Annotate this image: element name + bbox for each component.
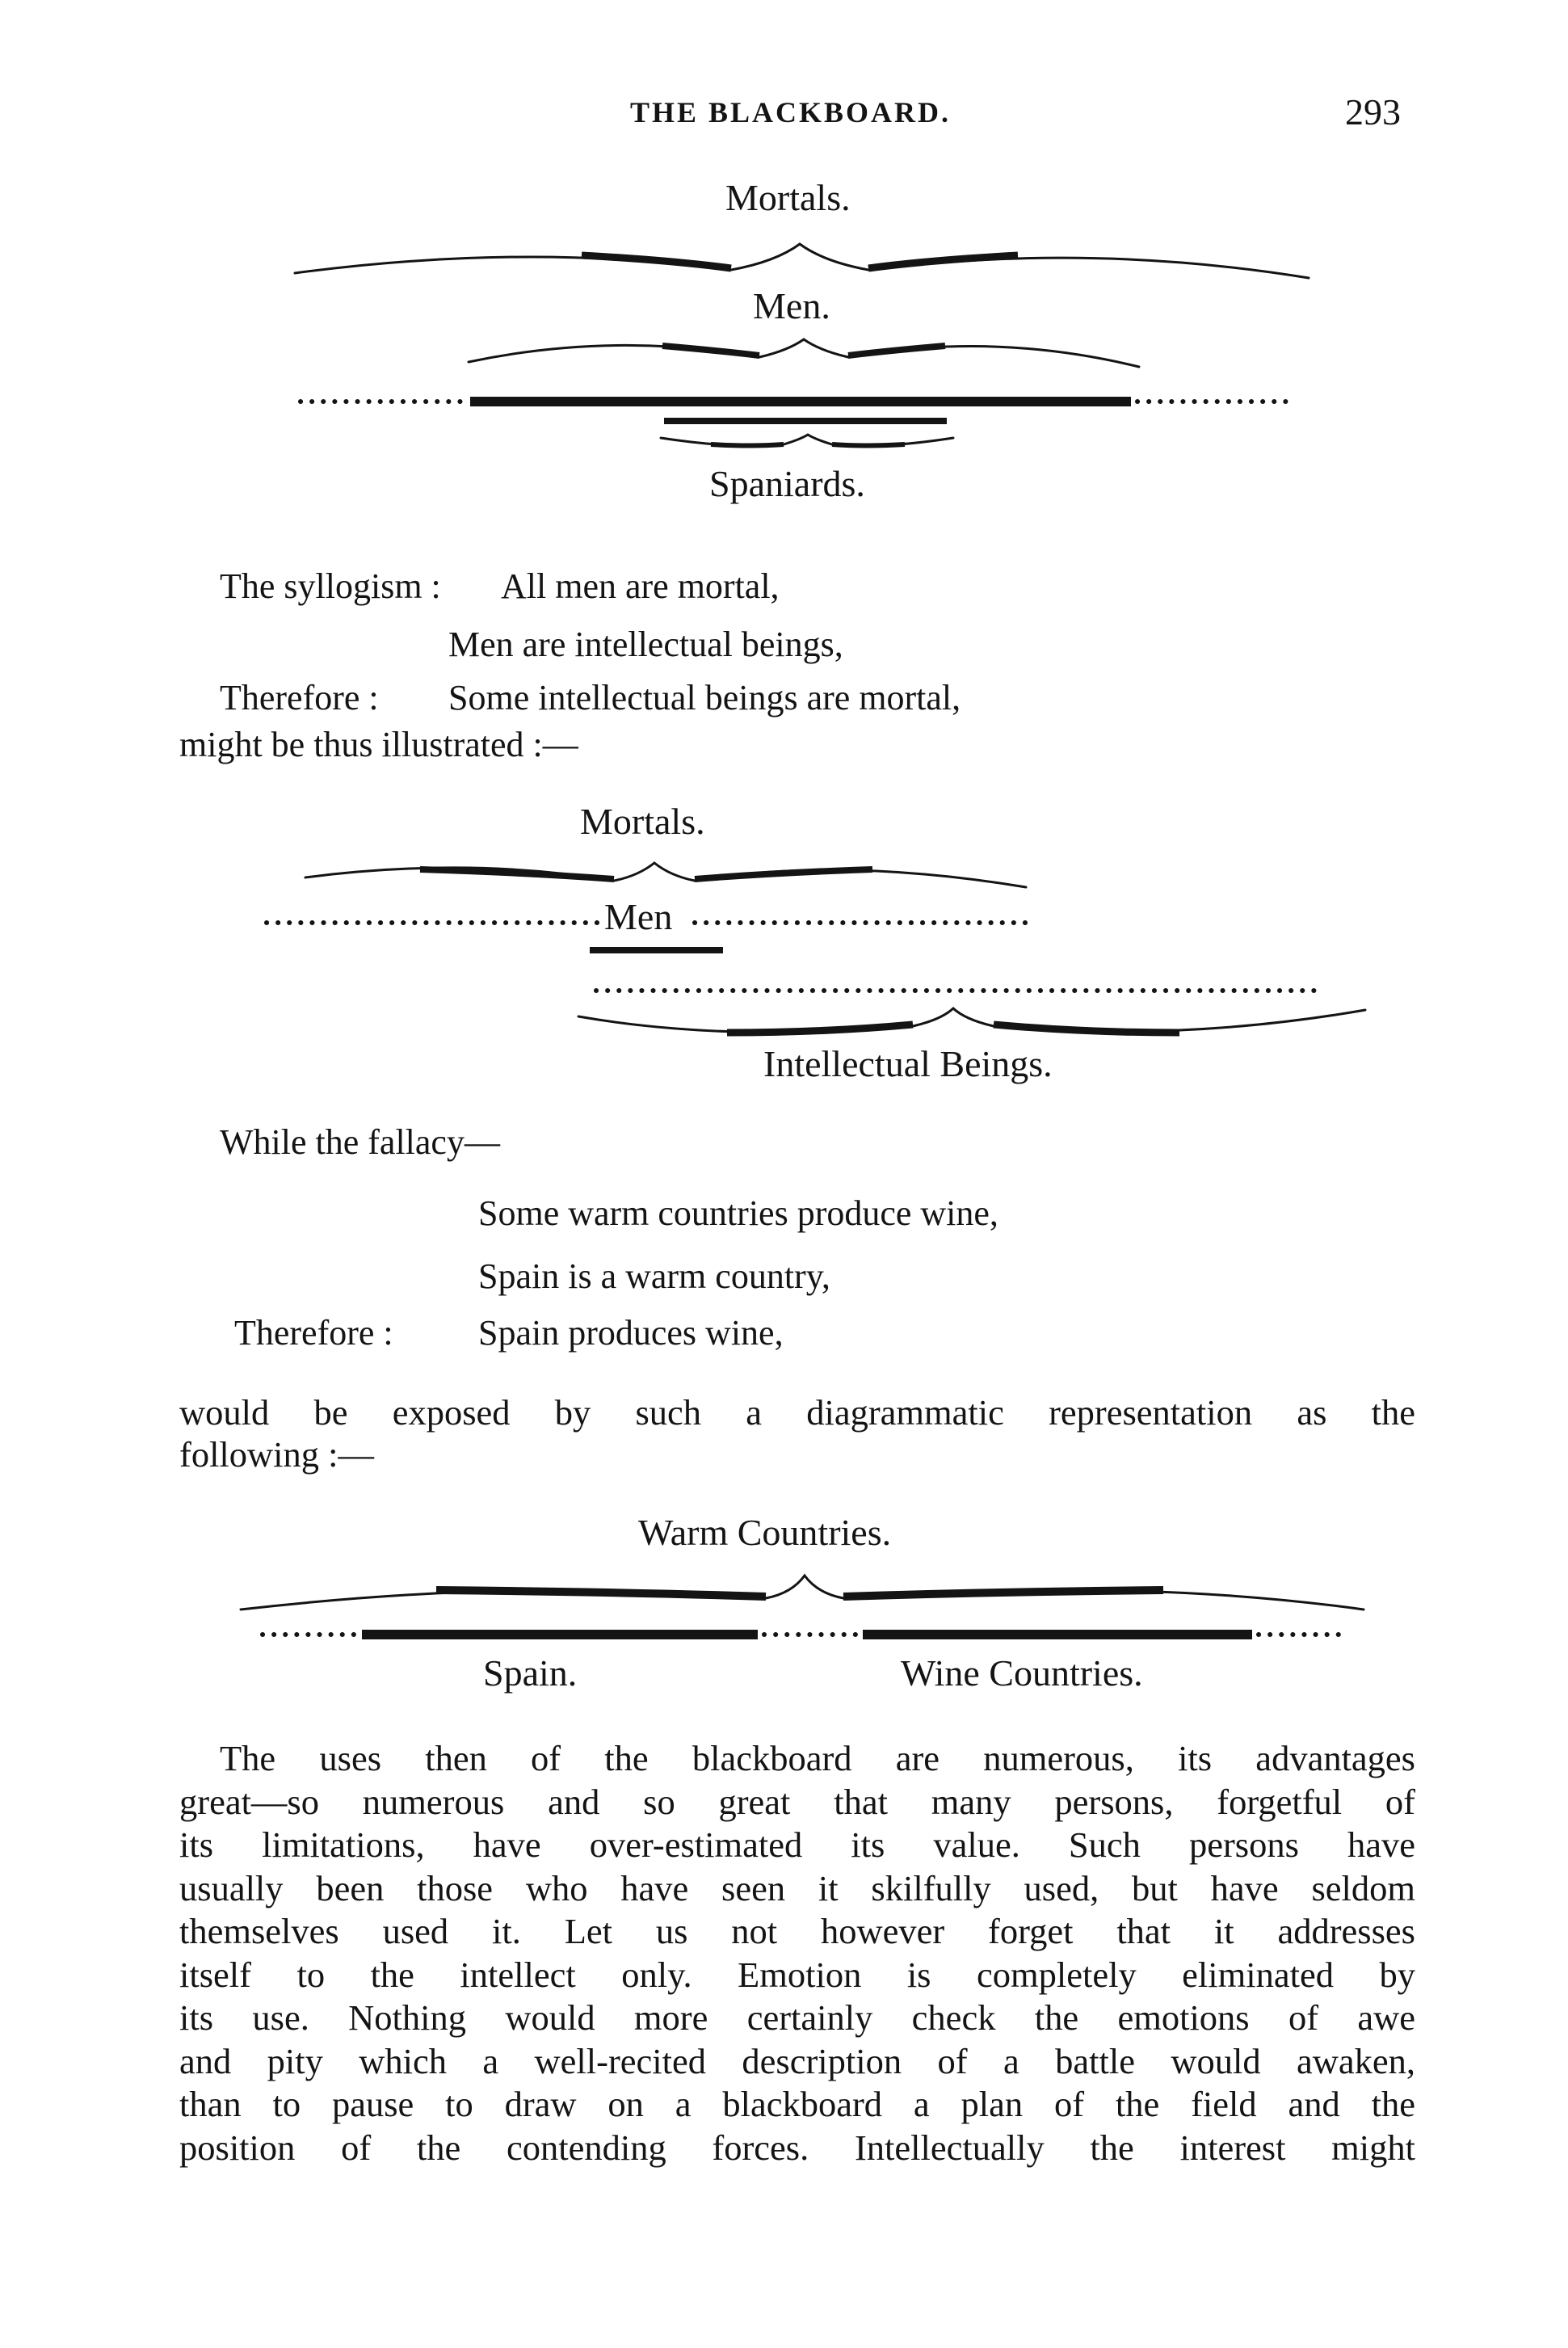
diagram1-spaniards-brace	[661, 435, 953, 446]
paragraph-line: position of the contending forces. Intellectually the interest might	[179, 2127, 1415, 2168]
diagram3-warm-countries-brace	[241, 1576, 1364, 1610]
diagram3-top-label: Warm Countries.	[638, 1512, 892, 1553]
diagram1-mortals-brace	[295, 244, 1309, 278]
paragraph-line: its limitations, have over-estimated its value. Such persons have	[179, 1824, 1415, 1865]
syllogism-closing: might be thus illustrated :—	[179, 725, 578, 764]
fallacy-after-line-1: would be exposed by such a diagrammatic representation as the	[179, 1392, 1415, 1433]
diagram1-bottom-label: Spaniards.	[709, 463, 865, 504]
diagram2-mortals-brace	[305, 863, 1026, 887]
diagram2-top-label: Mortals.	[580, 801, 705, 842]
syllogism-line-1: All men are mortal,	[501, 566, 780, 606]
fallacy-after-line-2: following :—	[179, 1434, 375, 1475]
diagram3-right-label: Wine Countries.	[901, 1652, 1143, 1694]
fallacy-line-2: Spain is a warm country,	[478, 1256, 830, 1296]
paragraph-line: The uses then of the blackboard are numerous, its advantages	[220, 1738, 1415, 1778]
paragraph-line: its use. Nothing would more certainly check the emotions of awe	[179, 1997, 1415, 2038]
syllogism-lead-1: The syllogism :	[220, 566, 441, 606]
diagram1-top-label: Mortals.	[725, 177, 851, 218]
diagram2-middle-label: Men	[604, 896, 673, 937]
paragraph-line: great—so numerous and so great that many persons, forgetful of	[179, 1781, 1415, 1822]
fallacy-lead-3: Therefore :	[234, 1313, 393, 1353]
syllogism-line-3: Some intellectual beings are mortal,	[448, 678, 961, 717]
closing-paragraph	[179, 1737, 1415, 2169]
paragraph-line: than to pause to draw on a blackboard a plan of the field and the	[179, 2084, 1415, 2124]
paragraph-line: itself to the intellect only. Emotion is completely eliminated by	[179, 1954, 1415, 1995]
fallacy-after-text	[179, 1391, 1415, 1475]
syllogism-lead-3: Therefore :	[220, 678, 379, 717]
diagram2-intellectual-brace	[578, 1008, 1365, 1033]
diagram3-left-label: Spain.	[483, 1652, 578, 1694]
syllogism-line-2: Men are intellectual beings,	[448, 625, 843, 664]
fallacy-intro: While the fallacy—	[220, 1122, 500, 1162]
page-number: 293	[1345, 91, 1401, 133]
diagram1-middle-label: Men.	[753, 285, 830, 326]
diagram1-men-brace	[469, 339, 1139, 367]
fallacy-line-3: Spain produces wine,	[478, 1313, 784, 1353]
running-title: THE BLACKBOARD.	[630, 96, 952, 128]
paragraph-line: and pity which a well-recited description of a battle would awaken,	[179, 2040, 1415, 2081]
fallacy-line-1: Some warm countries produce wine,	[478, 1193, 998, 1233]
paragraph-line: usually been those who have seen it skilfully used, but have seldom	[179, 1867, 1415, 1908]
diagram2-bottom-label: Intellectual Beings.	[763, 1043, 1053, 1084]
paragraph-line: themselves used it. Let us not however forget that it addresses	[179, 1911, 1415, 1951]
